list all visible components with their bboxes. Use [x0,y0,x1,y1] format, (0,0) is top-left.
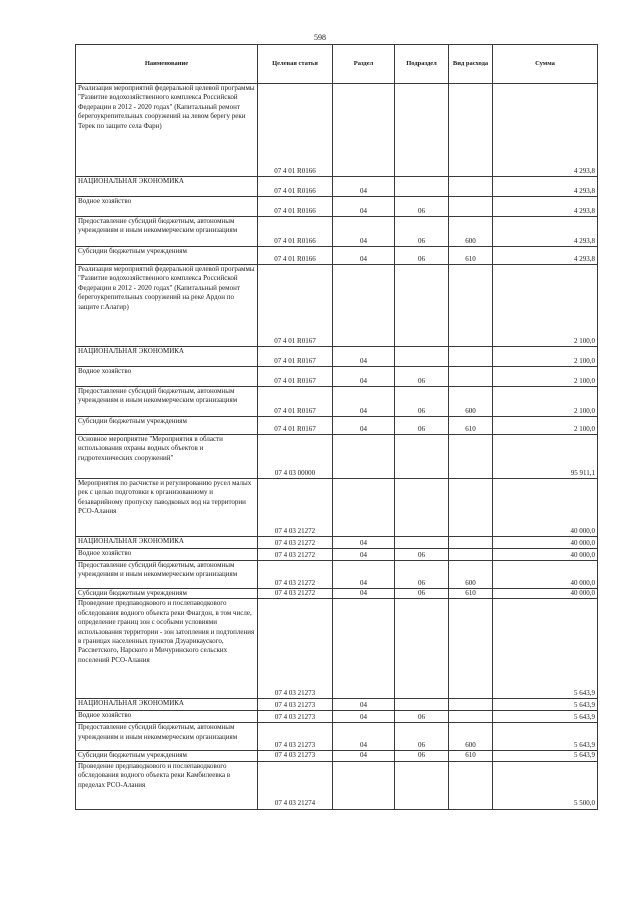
row-subsection [395,479,449,537]
row-name: НАЦИОНАЛЬНАЯ ЭКОНОМИКА [76,699,258,711]
row-section [333,599,395,699]
table-row [76,537,598,549]
row-code: 07 4 01 R0167 [258,367,333,387]
row-type [449,197,493,217]
row-name: Субсидии бюджетным учреждениям [76,247,258,265]
row-amount: 4 293,8 [493,177,598,197]
table-row [76,751,598,761]
row-code: 07 4 01 R0166 [258,177,333,197]
row-amount: 40 000,0 [493,479,598,537]
row-type: 610 [449,751,493,761]
row-subsection [395,265,449,347]
row-type [449,711,493,723]
table-row [76,723,598,751]
row-name: Субсидии бюджетным учреждениям [76,417,258,435]
row-subsection: 06 [395,561,449,589]
row-section: 04 [333,711,395,723]
header-section: Раздел [333,45,395,84]
row-subsection: 06 [395,549,449,561]
table-row [76,479,598,537]
table-row [76,265,598,347]
header-amount: Сумма [493,45,598,84]
row-amount: 5 643,9 [493,723,598,751]
row-subsection: 06 [395,247,449,265]
table-row [76,711,598,723]
row-name: Водное хозяйство [76,549,258,561]
row-subsection [395,699,449,711]
row-subsection: 06 [395,197,449,217]
table-row [76,84,598,177]
table-row [76,387,598,417]
row-amount: 4 293,8 [493,217,598,247]
row-section [333,761,395,809]
table-row [76,599,598,699]
row-code: 07 4 01 R0166 [258,247,333,265]
row-subsection: 06 [395,367,449,387]
row-code: 07 4 03 21272 [258,561,333,589]
row-amount: 2 100,0 [493,347,598,367]
row-name: НАЦИОНАЛЬНАЯ ЭКОНОМИКА [76,177,258,197]
row-name: Реализация мероприятий федеральной целевой программы "Развитие водохозяйственного комплекса Российской Федерации в 2012 - 2020 годах" (Капитальный ремонт берегоукрепительных сооружений на левом берегу реки Терек по защите села Фарн) [76,84,258,177]
row-section: 04 [333,247,395,265]
row-section: 04 [333,589,395,599]
row-code: 07 4 03 21273 [258,723,333,751]
row-amount: 5 500,0 [493,761,598,809]
table-row [76,217,598,247]
row-subsection [395,761,449,809]
row-code: 07 4 01 R0167 [258,265,333,347]
row-name: Проведение предпаводкового и послепаводкового обследования водного объекта реки Камбилеевка в пределах РСО-Алания [76,761,258,809]
row-amount: 2 100,0 [493,387,598,417]
table-row [76,589,598,599]
row-amount: 40 000,0 [493,537,598,549]
row-subsection [395,84,449,177]
row-subsection [395,599,449,699]
row-name: Реализация мероприятий федеральной целевой программы "Развитие водохозяйственного комплекса Российской Федерации в 2012 - 2020 годах" (Капитальный ремонт берегоукрепительных сооружений на реке Ардон по защите г.Алагир) [76,265,258,347]
row-code: 07 4 03 21272 [258,549,333,561]
row-amount: 40 000,0 [493,561,598,589]
row-type: 600 [449,387,493,417]
row-amount: 5 643,9 [493,751,598,761]
row-name: НАЦИОНАЛЬНАЯ ЭКОНОМИКА [76,347,258,367]
row-amount: 2 100,0 [493,367,598,387]
row-code: 07 4 03 21272 [258,589,333,599]
row-type: 610 [449,589,493,599]
row-code: 07 4 03 21273 [258,711,333,723]
row-type: 610 [449,247,493,265]
row-subsection: 06 [395,387,449,417]
header-name: Наименование [76,45,258,84]
row-code: 07 4 03 21272 [258,479,333,537]
row-name: Предоставление субсидий бюджетным, автономным учреждениям и иным некоммерческим организациям [76,723,258,751]
table-row [76,549,598,561]
row-section: 04 [333,549,395,561]
row-section: 04 [333,537,395,549]
row-section [333,265,395,347]
row-type [449,367,493,387]
table-row [76,347,598,367]
table-row [76,699,598,711]
row-section: 04 [333,561,395,589]
row-amount: 4 293,8 [493,84,598,177]
row-name: Предоставление субсидий бюджетным, автономным учреждениям и иным некоммерческим организациям [76,561,258,589]
budget-table [75,44,598,810]
table-row [76,417,598,435]
row-section: 04 [333,177,395,197]
row-subsection: 06 [395,417,449,435]
table-row [76,435,598,479]
table-row [76,177,598,197]
row-code: 07 4 01 R0167 [258,417,333,435]
row-type [449,537,493,549]
row-subsection [395,177,449,197]
row-type [449,347,493,367]
row-type [449,599,493,699]
header-subsection: Подраздел [395,45,449,84]
row-section: 04 [333,347,395,367]
row-section: 04 [333,723,395,751]
row-name: НАЦИОНАЛЬНАЯ ЭКОНОМИКА [76,537,258,549]
row-type [449,479,493,537]
row-section: 04 [333,751,395,761]
row-amount: 4 293,8 [493,247,598,265]
row-type: 600 [449,723,493,751]
row-section [333,435,395,479]
table-row [76,247,598,265]
row-name: Водное хозяйство [76,197,258,217]
row-amount: 5 643,9 [493,699,598,711]
row-section: 04 [333,699,395,711]
row-subsection: 06 [395,751,449,761]
row-name: Субсидии бюджетным учреждениям [76,751,258,761]
header-type: Вид расхода [449,45,493,84]
row-amount: 40 000,0 [493,549,598,561]
row-subsection [395,435,449,479]
row-name: Водное хозяйство [76,367,258,387]
row-section: 04 [333,217,395,247]
row-subsection: 06 [395,589,449,599]
row-type [449,265,493,347]
row-type: 600 [449,217,493,247]
row-type: 610 [449,417,493,435]
row-section: 04 [333,387,395,417]
page-number: 598 [314,33,326,42]
table-header-row [76,45,598,84]
row-amount: 2 100,0 [493,265,598,347]
row-type [449,84,493,177]
row-type [449,699,493,711]
row-name: Основное мероприятие "Мероприятия в области использования охраны водных объектов и гидротехнических сооружений" [76,435,258,479]
row-code: 07 4 01 R0166 [258,197,333,217]
row-section: 04 [333,417,395,435]
row-name: Субсидии бюджетным учреждениям [76,589,258,599]
row-amount: 4 293,8 [493,197,598,217]
row-amount: 2 100,0 [493,417,598,435]
row-code: 07 4 03 00000 [258,435,333,479]
row-section [333,84,395,177]
row-subsection: 06 [395,217,449,247]
table-row [76,367,598,387]
row-code: 07 4 01 R0166 [258,217,333,247]
row-code: 07 4 03 21274 [258,761,333,809]
row-name: Предоставление субсидий бюджетным, автономным учреждениям и иным некоммерческим организациям [76,217,258,247]
row-type [449,177,493,197]
row-code: 07 4 03 21273 [258,599,333,699]
row-type [449,549,493,561]
row-code: 07 4 01 R0167 [258,347,333,367]
row-name: Проведение предпаводкового и послепаводкового обследования водного объекта реки Фиагдон, в том числе, определение границ зон с особыми условиями использования территории - зон затопления и подтопления в границах населенных пунктов Дзуарикауского, Рассветского, Нарского и Мичуринского сельских поселений РСО-Алания [76,599,258,699]
row-code: 07 4 03 21273 [258,751,333,761]
row-subsection: 06 [395,723,449,751]
row-amount: 40 000,0 [493,589,598,599]
row-type: 600 [449,561,493,589]
row-subsection: 06 [395,711,449,723]
table-row [76,761,598,809]
row-type [449,435,493,479]
row-name: Водное хозяйство [76,711,258,723]
row-section: 04 [333,197,395,217]
row-subsection [395,537,449,549]
row-code: 07 4 01 R0167 [258,387,333,417]
row-name: Мероприятия по расчистке и регулированию русел малых рек с целью подготовки к организованному и безаварийному пропуску паводковых вод на территории РСО-Алания [76,479,258,537]
row-amount: 5 643,9 [493,599,598,699]
header-code: Целевая статья [258,45,333,84]
row-name: Предоставление субсидий бюджетным, автономным учреждениям и иным некоммерческим организациям [76,387,258,417]
row-type [449,761,493,809]
table-row [76,197,598,217]
row-code: 07 4 03 21272 [258,537,333,549]
row-code: 07 4 03 21273 [258,699,333,711]
row-section [333,479,395,537]
row-section: 04 [333,367,395,387]
row-code: 07 4 01 R0166 [258,84,333,177]
table-row [76,561,598,589]
row-amount: 95 911,1 [493,435,598,479]
row-amount: 5 643,9 [493,711,598,723]
row-subsection [395,347,449,367]
